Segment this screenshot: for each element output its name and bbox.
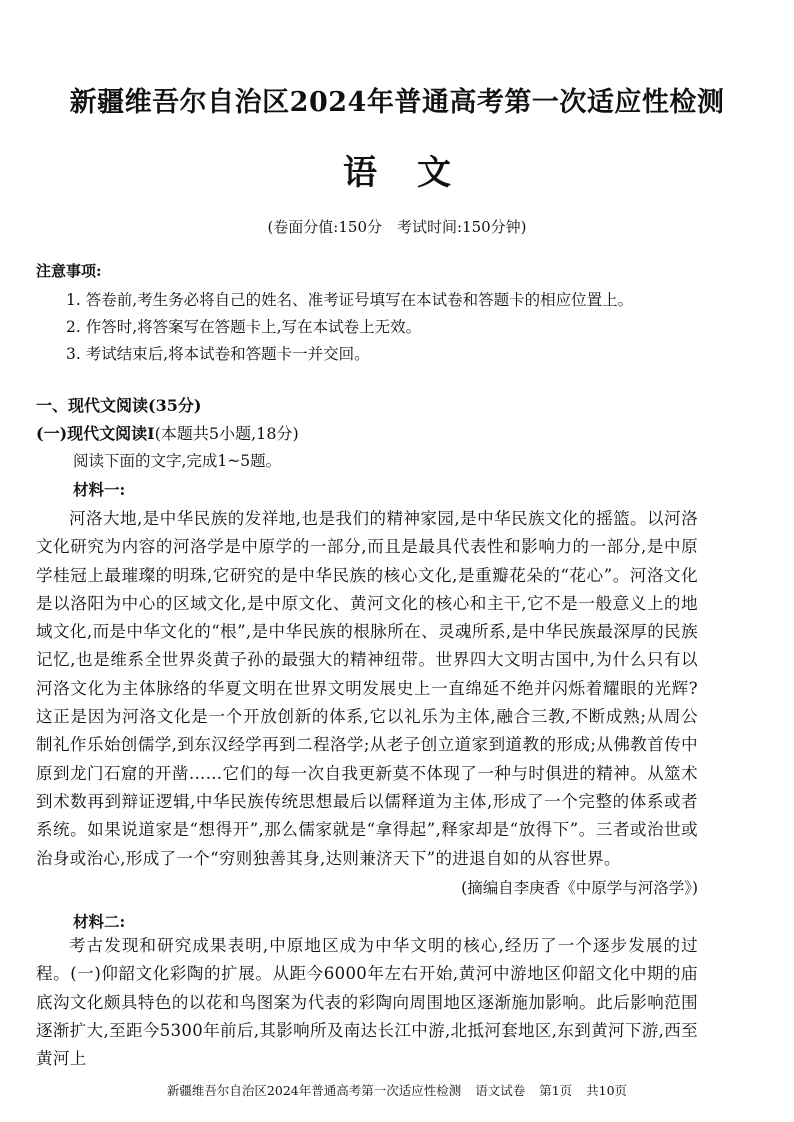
material2-label: 材料二: xyxy=(73,912,126,931)
reading-instruction: 阅读下面的文字,完成1~5题。 xyxy=(73,452,282,470)
material1-label: 材料一: xyxy=(73,480,126,499)
material1-text: 河洛大地,是中华民族的发祥地,也是我们的精神家园,是中华民族文化的摇篮。以河洛文化研究为内容的河洛学是中原学的一部分,而且是最具代表性和影响力的一部分,是中原学桂冠上最璀璨的明珠,它研究的是中华民族的核心文化,是重瓣花朵的“花心”。河洛文化是以洛阳为中心的区域文化,是中原文化、黄河文化的核心和主干,它不是一般意义上的地域文化,而是中华文化的“根”,是中华民族的根脉所在、灵魂所系,是中华民族最深厚的民族记忆,也是维系全世界炎黄子孙的最强大的精神纽带。世界四大文明古国中,为什么只有以河洛文化为主体脉络的华夏文明在世界文明发展史上一直绵延不绝并闪烁着耀眼的光辉?这正是因为河洛文化是一个开放创新的体系,它以礼乐为主体,融合三教,不断成熟;从周公制礼作乐始创儒学,到东汉经学再到二程洛学;从老子创立道家到道教的形成;从佛教首传中原到龙门石窟的开凿……它们的每一次自我更新莫不体现了一种与时俱进的精神。从筮术到术数再到辩证逻辑,中华民族传统思想最后以儒释道为主体,形成了一个完整的体系或者系统。如果说道家是“想得开”,那么儒家就是“拿得起”,释家却是“放得下”。三者或治世或治身或治心,形成了一个“穷则独善其身,达则兼济天下”的进退自如的从容世界。 xyxy=(36,509,698,868)
notice-list xyxy=(66,287,633,368)
subject-title: 语文 xyxy=(343,153,491,193)
notice-item: 1. 答卷前,考生务必将自己的姓名、准考证号填写在本试卷和答题卡的相应位置上。 xyxy=(66,291,634,309)
notice-item: 3. 考试结束后,将本试卷和答题卡一并交回。 xyxy=(66,345,370,363)
subsection-title xyxy=(36,421,299,444)
footer-exam: 新疆维吾尔自治区2024年普通高考第一次适应性检测 xyxy=(166,1083,462,1098)
footer-paper: 语文试卷 xyxy=(475,1083,526,1098)
section-title: 一、现代文阅读(35分) xyxy=(36,396,202,415)
subsection-title-bold: (一)现代文阅读Ⅰ xyxy=(36,424,155,443)
material1-source: (摘编自李庚香《中原学与河洛学》) xyxy=(461,879,698,897)
exam-title: 新疆维吾尔自治区2024年普通高考第一次适应性检测 xyxy=(69,87,725,118)
page-footer xyxy=(0,1081,794,1099)
notice-item: 2. 作答时,将答案写在答题卡上,写在本试卷上无效。 xyxy=(66,318,422,336)
subsection-title-rest: (本题共5小题,18分) xyxy=(154,424,299,443)
notice-title: 注意事项: xyxy=(36,262,102,280)
material2-text: 考古发现和研究成果表明,中原地区成为中华文明的核心,经历了一个逐步发展的过程。(一)仰韶文化彩陶的扩展。从距今6000年左右开始,黄河中游地区仰韶文化中期的庙底沟文化颇具特色的以花和鸟图案为代表的彩陶向周围地区逐渐施加影响。此后影响范围逐渐扩大,至距今5300年前后,其影响所及南达长江中游,北抵河套地区,东到黄河下游,西至黄河上 xyxy=(36,936,698,1069)
footer-page: 第1页 xyxy=(539,1083,573,1098)
score-info: (卷面分值:150分 考试时间:150分钟) xyxy=(267,218,527,236)
footer-total: 共10页 xyxy=(586,1083,628,1098)
